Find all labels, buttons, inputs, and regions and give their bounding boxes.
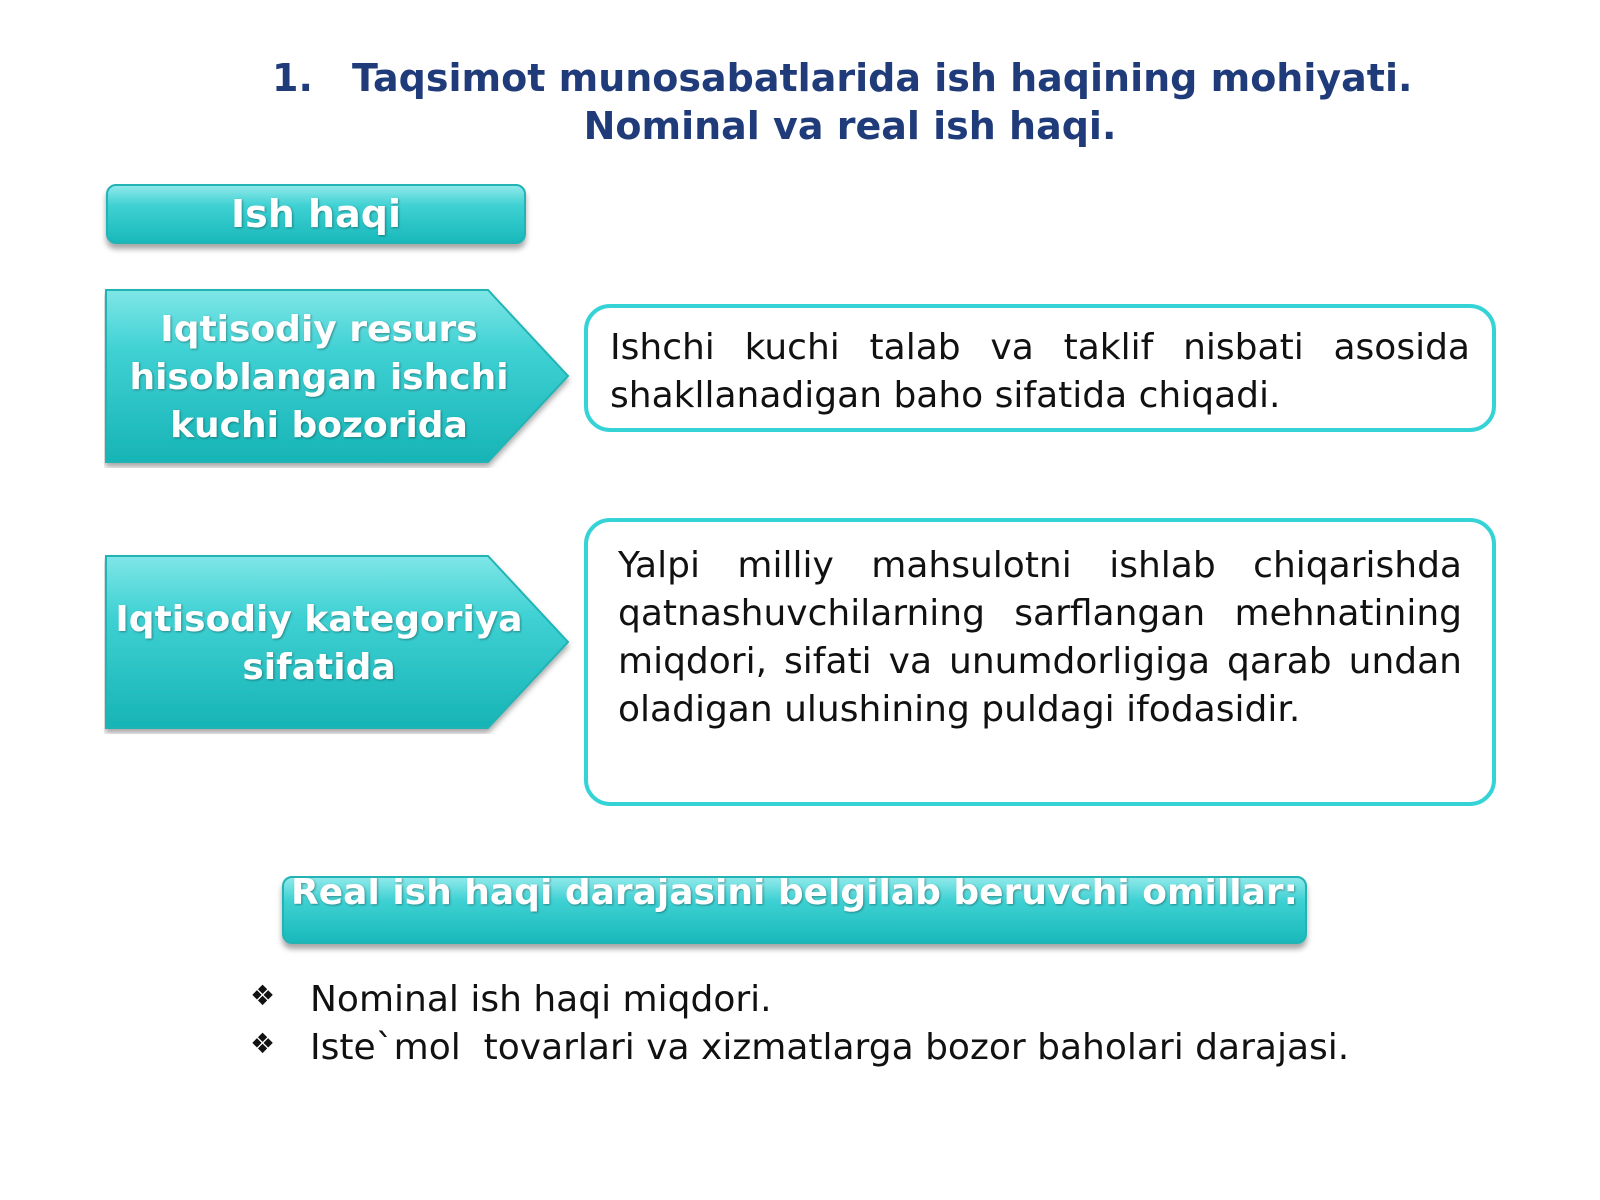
ish-haqi-header-bar [106, 184, 526, 244]
arrow-shape-2 [104, 554, 574, 734]
ish-haqi-header-label: Ish haqi [231, 192, 401, 236]
title-line-1-text: Taqsimot munosabatlarida ish haqining mohiyati. [352, 56, 1413, 100]
description-text-2: Yalpi milliy mahsulotni ishlab chiqarishda qatnashuvchilarning sarflangan mehnatining miqdori, sifati va unumdorligiga qarab undan oladigan ulushining puldagi ifodasidir. [618, 545, 1462, 730]
title-line-1 [272, 54, 1412, 102]
list-item [250, 1024, 1450, 1072]
factors-list [250, 976, 1450, 1072]
title-number: 1. [272, 56, 313, 100]
arrow-shape-1 [104, 288, 574, 468]
four-diamond-bullet-icon: ❖ [250, 1027, 276, 1060]
description-text-1: Ishchi kuchi talab va taklif nisbati asosida shakllanadigan baho sifatida chiqadi. [610, 327, 1470, 416]
factor-text-2: Iste`mol tovarlari va xizmatlarga bozor baholari darajasi. [310, 1027, 1350, 1068]
title-line-2: Nominal va real ish haqi. [583, 104, 1117, 148]
description-box-2 [584, 518, 1496, 806]
arrow-label-2: Iqtisodiy kategoriya sifatida [115, 599, 523, 688]
description-box-1 [584, 304, 1496, 432]
arrow-label-1: Iqtisodiy resurs hisoblangan ishchi kuchi bozorida [129, 309, 509, 446]
list-item [250, 976, 1450, 1024]
factor-text-1: Nominal ish haqi miqdori. [310, 979, 772, 1020]
four-diamond-bullet-icon: ❖ [250, 979, 276, 1012]
factors-header-bar [282, 876, 1307, 944]
factors-header-label: Real ish haqi darajasini belgilab beruvchi omillar: [291, 876, 1298, 913]
